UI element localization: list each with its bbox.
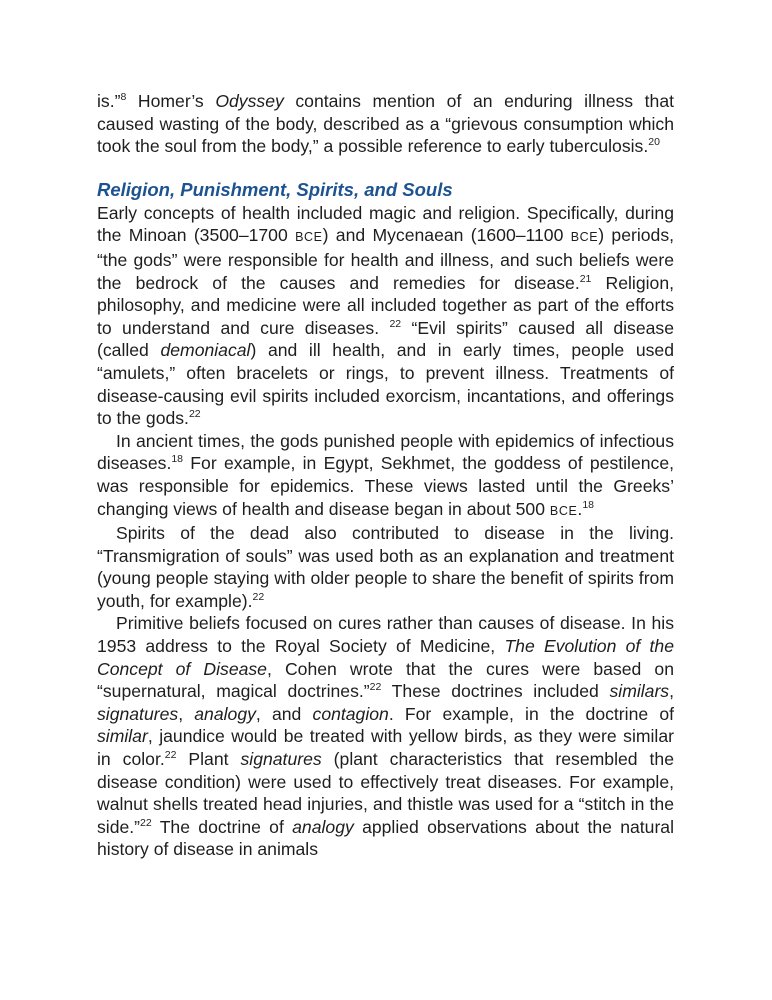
italic-term: analogy (194, 703, 256, 724)
section-heading: Religion, Punishment, Spirits, and Souls (97, 178, 453, 200)
italic-term: signatures (97, 703, 179, 724)
text: applied observations about the natural history of disease in animals (97, 816, 674, 860)
text: In ancient times, the gods punished people with epidemics of infectious diseases. (97, 430, 674, 474)
italic-term: signatures (240, 749, 322, 770)
footnote-ref: 20 (648, 136, 660, 149)
footnote-ref: 22 (188, 408, 201, 421)
italic-term: similar (97, 726, 148, 747)
text: . (577, 498, 583, 519)
text: . For example, in the doctrine of (388, 703, 674, 724)
italic-term: analogy (292, 816, 354, 837)
text: , (178, 703, 195, 724)
paragraph-spirits-of-dead (97, 522, 674, 612)
paragraph-primitive-beliefs (97, 612, 674, 861)
text: Plant (176, 749, 241, 770)
text: “Evil spirits” caused all disease (called (97, 317, 674, 361)
text: is.” (97, 91, 121, 111)
italic-term: similars (609, 681, 670, 702)
italic-title: The Evolution of the Concept of Disease (97, 636, 674, 679)
text: , Cohen wrote that the cures were based on “supernatural, magical doctrines.” (97, 658, 674, 702)
footnote-ref: 21 (579, 272, 592, 285)
text: , (669, 681, 674, 702)
text: ) and Mycenaean (1600–1100 (322, 225, 571, 246)
text: For example, in Egypt, Sekhmet, the goddess of pestilence, was responsible for epidemics. These views lasted until the Greeks’ changing views of health and disease began in about 500 (97, 453, 674, 519)
text: (plant characteristics that resembled the disease condition) were used to effectively treat diseases. For example, walnut shells treated head injuries, and thistle was used for a “stitch in the side.” (97, 749, 674, 837)
text: Early concepts of health included magic and religion. Specifically, during the Minoan (3500–1700 (97, 202, 674, 246)
footnote-ref: 22 (164, 749, 177, 762)
text: Religion, philosophy, and medicine were all included together as part of the efforts to understand and cure diseases. (97, 272, 674, 338)
text: The doctrine of (151, 816, 293, 837)
text: ) periods, “the gods” were responsible for health and illness, and such beliefs were the bedrock of the causes and remedies for disease. (97, 225, 674, 293)
text: Primitive beliefs focused on cures rather than causes of disease. In his 1953 address to the Royal Society of Medicine, (97, 613, 674, 657)
text: contains mention of an enduring illness that caused wasting of the body, described as a “grievous consumption which took the soul from the body,” a possible reference to early tuberculosis. (97, 91, 675, 157)
italic-term: contagion (312, 703, 389, 724)
footnote-ref: 22 (252, 590, 265, 603)
footnote-ref: 22 (140, 816, 152, 829)
text: Spirits of the dead also contributed to disease in the living. “Transmigration of souls” was used both as an explanation and treatment (young people staying with older people to share the benefit of spirits from youth, for example). (97, 523, 674, 611)
footnote-ref: 22 (389, 317, 402, 330)
italic-title: Odyssey (215, 91, 284, 111)
paragraph-early-concepts (97, 202, 674, 430)
era-label: BCE (549, 503, 578, 518)
era-label: BCE (570, 230, 599, 245)
text: , and (255, 703, 313, 724)
paragraph-ancient-times (97, 430, 674, 522)
footnote-ref: 22 (369, 681, 382, 694)
italic-term: demoniacal (160, 340, 251, 361)
footnote-ref: 18 (171, 453, 184, 466)
text: , jaundice would be treated with yellow birds, as they were similar in color. (97, 726, 674, 770)
text: Homer’s (126, 91, 216, 111)
footnote-ref: 8 (120, 91, 127, 103)
text: ) and ill health, and in early times, people used “amulets,” often bracelets or rings, to prevent illness. Treatments of disease-causing evil spirits included exorcism, incantations, and offerings to the gods. (97, 340, 674, 429)
era-label: BCE (295, 230, 323, 245)
text: These doctrines included (381, 681, 610, 702)
paragraph-homer-odyssey (97, 90, 674, 158)
footnote-ref: 18 (582, 498, 594, 511)
